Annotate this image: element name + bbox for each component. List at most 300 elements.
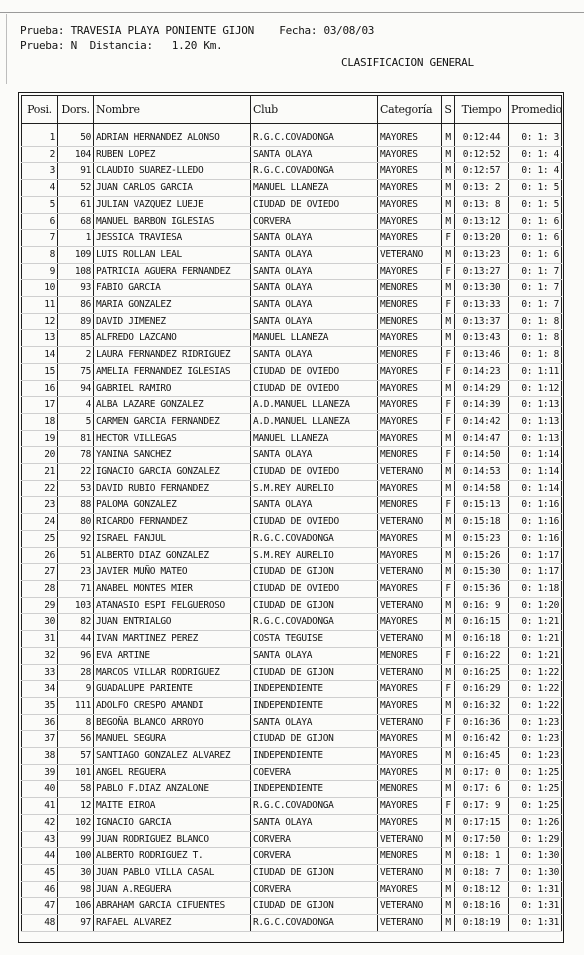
cell-sex: M [442,480,455,497]
cell-bib: 86 [58,297,94,314]
cell-average: 0: 1:30 [509,864,562,881]
cell-category: MAYORES [378,430,442,447]
cell-name: ISRAEL FANJUL [94,530,251,547]
cell-bib: 61 [58,196,94,213]
cell-time: 0:13:23 [455,246,509,263]
cell-category: MAYORES [378,731,442,748]
cell-sex: F [442,263,455,280]
cell-bib: 52 [58,180,94,197]
cell-category: MENORES [378,280,442,297]
table-row [22,781,562,798]
cell-name: HECTOR VILLEGAS [94,430,251,447]
cell-category: MAYORES [378,547,442,564]
table-row [22,831,562,848]
cell-position: 37 [22,731,58,748]
cell-time: 0:15:30 [455,564,509,581]
cell-bib: 12 [58,798,94,815]
table-row [22,614,562,631]
table-row [22,731,562,748]
cell-average: 0: 1:23 [509,748,562,765]
cell-category: MAYORES [378,614,442,631]
cell-category: MAYORES [378,798,442,815]
cell-average: 0: 1:23 [509,731,562,748]
cell-position: 22 [22,480,58,497]
cell-club: SANTA OLAYA [251,313,378,330]
table-row [22,664,562,681]
cell-name: PATRICIA AGUERA FERNANDEZ [94,263,251,280]
cell-club: CIUDAD DE GIJON [251,864,378,881]
cell-time: 0:18:16 [455,898,509,915]
cell-name: YANINA SANCHEZ [94,447,251,464]
cell-sex: M [442,764,455,781]
cell-category: VETERANO [378,831,442,848]
cell-sex: M [442,246,455,263]
cell-time: 0:15:36 [455,580,509,597]
cell-sex: F [442,497,455,514]
table-row [22,146,562,163]
table-row [22,564,562,581]
cell-average: 0: 1: 3 [509,130,562,146]
cell-bib: 5 [58,413,94,430]
distance-value: 1.20 Km. [171,39,223,52]
cell-bib: 94 [58,380,94,397]
table-row [22,330,562,347]
cell-category: VETERANO [378,464,442,481]
cell-name: ANABEL MONTES MIER [94,580,251,597]
cell-name: LAURA FERNANDEZ RIDRIGUEZ [94,347,251,364]
cell-club: CIUDAD DE OVIEDO [251,196,378,213]
cell-name: RUBEN LOPEZ [94,146,251,163]
cell-sex: M [442,163,455,180]
cell-position: 26 [22,547,58,564]
cell-category: MAYORES [378,363,442,380]
cell-bib: 75 [58,363,94,380]
table-row [22,413,562,430]
cell-club: SANTA OLAYA [251,714,378,731]
cell-average: 0: 1: 6 [509,230,562,247]
cell-club: SANTA OLAYA [251,447,378,464]
cell-average: 0: 1:12 [509,380,562,397]
cell-position: 15 [22,363,58,380]
cell-name: IGNACIO GARCIA [94,814,251,831]
table-row [22,547,562,564]
cell-category: VETERANO [378,631,442,648]
cell-time: 0:14:50 [455,447,509,464]
cell-club: CORVERA [251,213,378,230]
cell-club: CORVERA [251,831,378,848]
table-row [22,647,562,664]
cell-position: 43 [22,831,58,848]
cell-club: INDEPENDIENTE [251,697,378,714]
table-row [22,881,562,898]
cell-category: MAYORES [378,814,442,831]
cell-club: INDEPENDIENTE [251,781,378,798]
cell-time: 0:13:46 [455,347,509,364]
cell-category: MENORES [378,313,442,330]
cell-position: 48 [22,915,58,932]
cell-average: 0: 1: 4 [509,163,562,180]
cell-name: ALBERTO RODRIGUEZ T. [94,848,251,865]
cell-club: R.G.C.COVADONGA [251,614,378,631]
cell-bib: 80 [58,514,94,531]
table-row [22,263,562,280]
cell-sex: M [442,547,455,564]
cell-time: 0:13:12 [455,213,509,230]
cell-time: 0:16:25 [455,664,509,681]
cell-average: 0: 1:25 [509,764,562,781]
cell-club: SANTA OLAYA [251,246,378,263]
cell-position: 25 [22,530,58,547]
cell-position: 9 [22,263,58,280]
cell-name: EVA ARTINE [94,647,251,664]
cell-time: 0:13:33 [455,297,509,314]
cell-average: 0: 1:31 [509,898,562,915]
table-row [22,363,562,380]
event-label: Prueba: [20,24,65,37]
cell-sex: M [442,748,455,765]
col-header-sex: S [442,96,455,124]
classification-title: CLASIFICACION GENERAL [341,56,474,69]
cell-sex: M [442,848,455,865]
cell-bib: 44 [58,631,94,648]
event-name: TRAVESIA PLAYA PONIENTE GIJON [70,24,254,37]
table-row [22,313,562,330]
cell-club: A.D.MANUEL LLANEZA [251,397,378,414]
cell-sex: M [442,564,455,581]
cell-name: AMELIA FERNANDEZ IGLESIAS [94,363,251,380]
cell-name: ANGEL REGUERA [94,764,251,781]
cell-position: 47 [22,898,58,915]
cell-average: 0: 1:11 [509,363,562,380]
cell-bib: 91 [58,163,94,180]
left-margin-rule [6,14,7,84]
cell-position: 10 [22,280,58,297]
cell-category: MAYORES [378,480,442,497]
cell-sex: M [442,697,455,714]
table-row [22,798,562,815]
table-row [22,631,562,648]
cell-name: RICARDO FERNANDEZ [94,514,251,531]
cell-time: 0:16: 9 [455,597,509,614]
cell-sex: M [442,330,455,347]
cell-club: CIUDAD DE OVIEDO [251,380,378,397]
cell-position: 3 [22,163,58,180]
table-row [22,464,562,481]
cell-category: VETERANO [378,597,442,614]
cell-club: MANUEL LLANEZA [251,430,378,447]
cell-time: 0:12:52 [455,146,509,163]
cell-average: 0: 1:25 [509,781,562,798]
cell-name: ADRIAN HERNANDEZ ALONSO [94,130,251,146]
col-header-average: Promedio [509,96,562,124]
cell-club: CIUDAD DE GIJON [251,898,378,915]
cell-club: SANTA OLAYA [251,230,378,247]
cell-category: MENORES [378,347,442,364]
cell-name: JESSICA TRAVIESA [94,230,251,247]
cell-category: MAYORES [378,681,442,698]
cell-bib: 8 [58,714,94,731]
cell-time: 0:18: 1 [455,848,509,865]
cell-category: MAYORES [378,146,442,163]
cell-name: GABRIEL RAMIRO [94,380,251,397]
table-header-row [22,96,562,124]
cell-position: 2 [22,146,58,163]
cell-category: MAYORES [378,380,442,397]
cell-sex: F [442,798,455,815]
cell-position: 23 [22,497,58,514]
cell-position: 34 [22,681,58,698]
cell-club: R.G.C.COVADONGA [251,915,378,932]
cell-club: INDEPENDIENTE [251,748,378,765]
table-row [22,748,562,765]
cell-sex: M [442,831,455,848]
cell-bib: 51 [58,547,94,564]
cell-bib: 99 [58,831,94,848]
cell-bib: 2 [58,347,94,364]
table-row [22,246,562,263]
cell-average: 0: 1:21 [509,647,562,664]
table-row [22,447,562,464]
cell-sex: M [442,814,455,831]
results-table-frame [18,92,564,943]
cell-bib: 103 [58,597,94,614]
cell-time: 0:12:44 [455,130,509,146]
cell-bib: 4 [58,397,94,414]
cell-position: 28 [22,580,58,597]
table-row [22,915,562,932]
cell-average: 0: 1:23 [509,714,562,731]
cell-club: CORVERA [251,881,378,898]
cell-time: 0:14:53 [455,464,509,481]
cell-time: 0:16:15 [455,614,509,631]
cell-name: ALBERTO DIAZ GONZALEZ [94,547,251,564]
cell-bib: 104 [58,146,94,163]
cell-time: 0:12:57 [455,163,509,180]
cell-club: SANTA OLAYA [251,347,378,364]
cell-category: MAYORES [378,180,442,197]
cell-name: BEGOÑA BLANCO ARROYO [94,714,251,731]
cell-sex: F [442,580,455,597]
cell-time: 0:15:23 [455,530,509,547]
cell-sex: F [442,714,455,731]
cell-average: 0: 1:16 [509,497,562,514]
cell-time: 0:14:58 [455,480,509,497]
cell-name: ABRAHAM GARCIA CIFUENTES [94,898,251,915]
cell-club: INDEPENDIENTE [251,681,378,698]
cell-category: MAYORES [378,330,442,347]
cell-sex: M [442,196,455,213]
cell-average: 0: 1: 4 [509,146,562,163]
cell-position: 45 [22,864,58,881]
cell-category: MAYORES [378,697,442,714]
cell-category: MAYORES [378,530,442,547]
cell-category: VETERANO [378,898,442,915]
cell-club: MANUEL LLANEZA [251,180,378,197]
table-row [22,530,562,547]
cell-bib: 101 [58,764,94,781]
cell-time: 0:14:47 [455,430,509,447]
cell-position: 18 [22,413,58,430]
cell-average: 0: 1:29 [509,831,562,848]
cell-category: MAYORES [378,413,442,430]
cell-time: 0:18:19 [455,915,509,932]
cell-club: CIUDAD DE OVIEDO [251,464,378,481]
cell-name: CARMEN GARCIA FERNANDEZ [94,413,251,430]
cell-average: 0: 1: 8 [509,347,562,364]
cell-sex: F [442,447,455,464]
cell-sex: M [442,898,455,915]
cell-name: JUAN CARLOS GARCIA [94,180,251,197]
cell-position: 38 [22,748,58,765]
cell-average: 0: 1:13 [509,397,562,414]
cell-bib: 78 [58,447,94,464]
cell-position: 7 [22,230,58,247]
date-label: Fecha: [279,24,318,37]
cell-category: MENORES [378,781,442,798]
cell-average: 0: 1:26 [509,814,562,831]
table-row [22,497,562,514]
cell-category: MAYORES [378,580,442,597]
cell-club: SANTA OLAYA [251,280,378,297]
cell-position: 35 [22,697,58,714]
cell-category: MAYORES [378,230,442,247]
table-row [22,196,562,213]
cell-sex: M [442,280,455,297]
header-line-1 [20,24,374,37]
cell-name: JAVIER MUÑO MATEO [94,564,251,581]
cell-sex: M [442,213,455,230]
cell-time: 0:13:30 [455,280,509,297]
cell-sex: F [442,363,455,380]
cell-position: 20 [22,447,58,464]
cell-bib: 85 [58,330,94,347]
cell-category: VETERANO [378,664,442,681]
cell-position: 27 [22,564,58,581]
table-row [22,347,562,364]
cell-name: MANUEL BARBON IGLESIAS [94,213,251,230]
cell-position: 33 [22,664,58,681]
cell-position: 39 [22,764,58,781]
cell-sex: M [442,731,455,748]
cell-time: 0:14:23 [455,363,509,380]
cell-club: SANTA OLAYA [251,146,378,163]
table-row [22,764,562,781]
cell-position: 29 [22,597,58,614]
top-rule [0,12,584,13]
cell-category: MENORES [378,647,442,664]
cell-club: CIUDAD DE GIJON [251,564,378,581]
cell-name: MARIA GONZALEZ [94,297,251,314]
cell-time: 0:18:12 [455,881,509,898]
cell-time: 0:18: 7 [455,864,509,881]
cell-average: 0: 1:14 [509,464,562,481]
cell-average: 0: 1: 7 [509,280,562,297]
table-row [22,230,562,247]
cell-average: 0: 1:22 [509,681,562,698]
cell-average: 0: 1:21 [509,631,562,648]
cell-time: 0:13:27 [455,263,509,280]
cell-average: 0: 1:22 [509,697,562,714]
cell-average: 0: 1:13 [509,430,562,447]
cell-sex: M [442,915,455,932]
cell-position: 40 [22,781,58,798]
col-header-position: Posi. [22,96,58,124]
event-date: 03/08/03 [323,24,375,37]
cell-time: 0:16:32 [455,697,509,714]
cell-bib: 58 [58,781,94,798]
cell-sex: M [442,664,455,681]
cell-sex: F [442,413,455,430]
cell-category: VETERANO [378,246,442,263]
cell-name: MAITE EIROA [94,798,251,815]
table-row [22,430,562,447]
cell-time: 0:16:45 [455,748,509,765]
cell-category: VETERANO [378,514,442,531]
cell-position: 46 [22,881,58,898]
cell-club: SANTA OLAYA [251,263,378,280]
cell-average: 0: 1: 8 [509,313,562,330]
cell-bib: 71 [58,580,94,597]
cell-sex: M [442,146,455,163]
cell-sex: M [442,530,455,547]
cell-sex: F [442,347,455,364]
cell-sex: M [442,514,455,531]
cell-position: 19 [22,430,58,447]
cell-category: MAYORES [378,130,442,146]
table-row [22,280,562,297]
cell-club: CIUDAD DE GIJON [251,664,378,681]
cell-club: SANTA OLAYA [251,497,378,514]
cell-bib: 89 [58,313,94,330]
cell-club: R.G.C.COVADONGA [251,798,378,815]
cell-sex: M [442,614,455,631]
cell-position: 13 [22,330,58,347]
cell-position: 17 [22,397,58,414]
event-code-label: Prueba: [20,39,65,52]
cell-club: CIUDAD DE OVIEDO [251,514,378,531]
cell-bib: 92 [58,530,94,547]
cell-average: 0: 1:14 [509,447,562,464]
cell-time: 0:13:37 [455,313,509,330]
cell-average: 0: 1:25 [509,798,562,815]
table-row [22,714,562,731]
cell-average: 0: 1:16 [509,514,562,531]
cell-bib: 53 [58,480,94,497]
cell-bib: 23 [58,564,94,581]
cell-name: LUIS ROLLAN LEAL [94,246,251,263]
table-row [22,597,562,614]
cell-name: ATANASIO ESPI FELGUEROSO [94,597,251,614]
cell-time: 0:14:29 [455,380,509,397]
cell-position: 5 [22,196,58,213]
cell-position: 4 [22,180,58,197]
cell-name: SANTIAGO GONZALEZ ALVAREZ [94,748,251,765]
cell-name: RAFAEL ALVAREZ [94,915,251,932]
cell-club: R.G.C.COVADONGA [251,130,378,146]
cell-position: 16 [22,380,58,397]
cell-bib: 96 [58,647,94,664]
cell-average: 0: 1: 8 [509,330,562,347]
cell-average: 0: 1:20 [509,597,562,614]
cell-name: JUAN RODRIGUEZ BLANCO [94,831,251,848]
cell-category: MAYORES [378,748,442,765]
cell-time: 0:17: 0 [455,764,509,781]
cell-average: 0: 1: 7 [509,297,562,314]
cell-category: MAYORES [378,196,442,213]
cell-category: MAYORES [378,163,442,180]
cell-bib: 9 [58,681,94,698]
cell-position: 42 [22,814,58,831]
